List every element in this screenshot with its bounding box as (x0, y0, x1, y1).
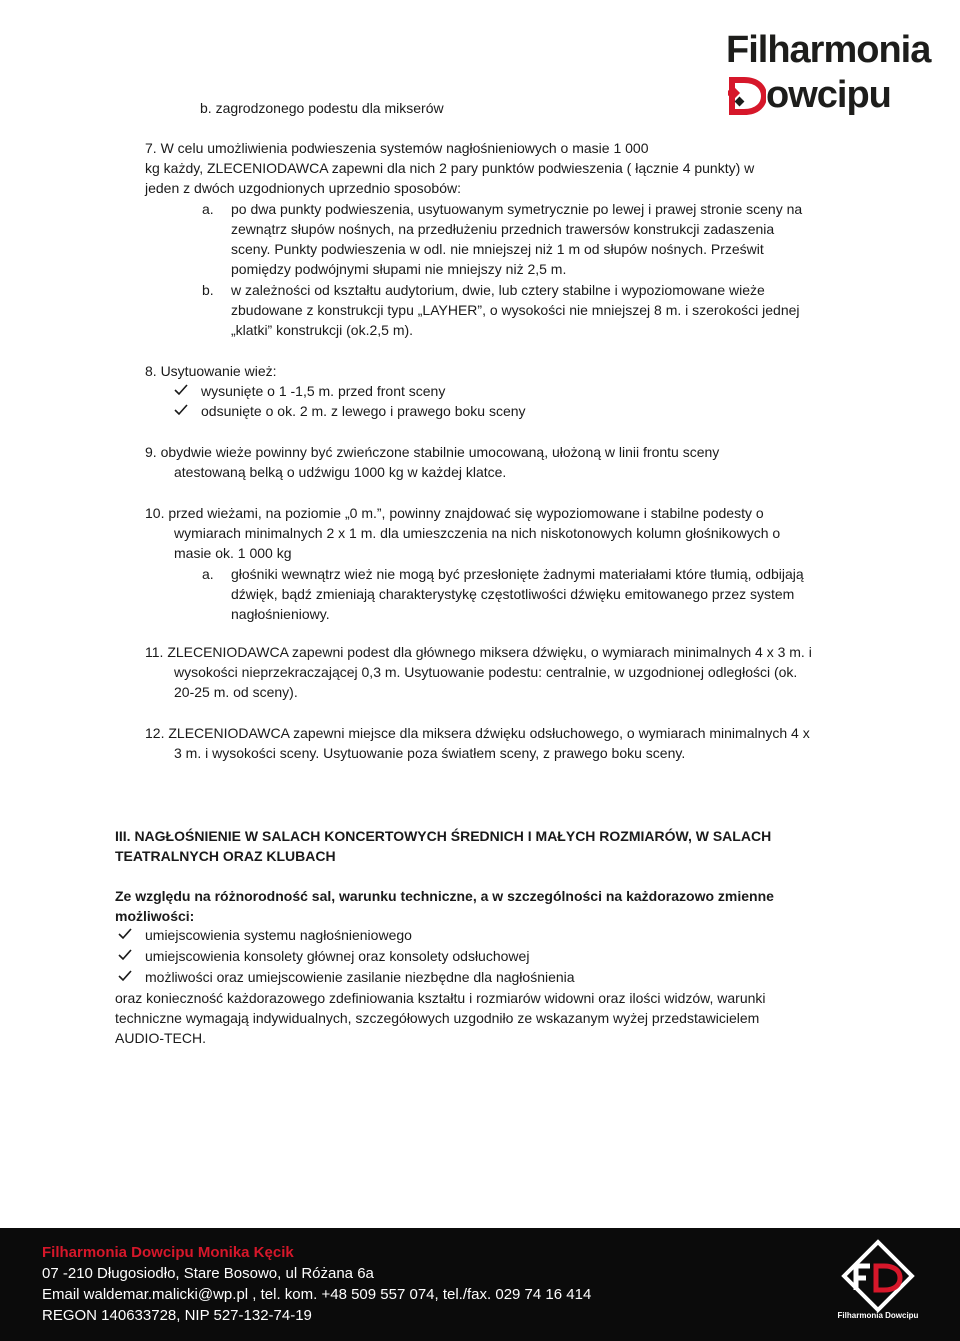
text-line: „klatki” konstrukcji (ok.2,5 m). (231, 322, 414, 338)
text-line: pomiędzy podwójnymi słupami nie mniejszy niż 2,5 m. (231, 261, 567, 277)
logo-line2-text: owcipu (766, 74, 891, 116)
text-line: 3 m. i wysokości sceny. Usytuowanie poza światłem sceny, z prawego boku sceny. (174, 745, 686, 761)
section-heading: III. NAGŁOŚNIENIE W SALACH KONCERTOWYCH ŚREDNICH I MAŁYCH ROZMIARÓW, W SALACH (115, 828, 772, 844)
text-line: umiejscowienia konsolety głównej oraz konsolety odsłuchowej (145, 948, 530, 964)
text-line: b. zagrodzonego podestu dla mikserów (200, 100, 444, 116)
section-heading: TEATRALNYCH ORAZ KLUBACH (115, 848, 336, 864)
text-line: zewnątrz słupów nośnych, na przedłużeniu przednich trawersów konstrukcji zadaszenia (231, 221, 775, 237)
footer-registration-ids: REGON 140633728, NIP 527-132-74-19 (42, 1307, 312, 1324)
text-line: atestowaną belką o udźwigu 1000 kg w każdej klatce. (174, 464, 507, 480)
text-line: dźwięk, bądź zmieniają charakterystykę częstotliwości dźwięku emitowanego przez system (231, 586, 795, 602)
text-line: umiejscowienia systemu nagłośnieniowego (145, 927, 412, 943)
text-line: wysunięte o 1 -1,5 m. przed front sceny (201, 383, 446, 399)
text-line: wymiarach minimalnych 2 x 1 m. dla umieszczenia na nich niskotonowych kolumn głośnikowych o (174, 525, 781, 541)
filharmonia-dowcipu-logo (726, 30, 936, 120)
logo-line1: Filharmonia (726, 29, 931, 71)
text-line: 20-25 m. od sceny). (174, 684, 298, 700)
text-line: odsunięte o ok. 2 m. z lewego i prawego boku sceny (201, 403, 526, 419)
text-line: głośniki wewnątrz wież nie mogą być przesłonięte żadnymi materiałami które tłumią, odbijają (231, 566, 804, 582)
footer-logo-caption: Filharmonia Dowcipu (837, 1311, 919, 1320)
text-line: 9. obydwie wieże powinny być zwieńczone stabilnie umocowaną, ułożoną w linii frontu sceny (145, 444, 720, 460)
checkmark-icon (118, 969, 132, 983)
checkmark-icon (118, 948, 132, 962)
checkmark-icon (118, 927, 132, 941)
text-line: możliwości oraz umiejscowienie zasilanie niezbędne dla nagłośnienia (145, 969, 575, 985)
text-line: wysokości nieprzekraczającej 0,3 m. Usytuowanie podestu: centralnie, w uzgodnionej odległości (ok. (174, 664, 798, 680)
text-line: zbudowane z konstrukcji typu „LAYHER”, o wysokości nie mniejszej 8 m. i szerokości jednej (231, 302, 800, 318)
text-line: jeden z dwóch uzgodnionych uprzednio sposobów: (145, 180, 461, 196)
footer-address: 07 -210 Długosiodło, Stare Bosowo, ul Różana 6a (42, 1265, 374, 1282)
text-line: techniczne wymagają indywidualnych, szczegółowych uzgodniło ze wskazanym wyżej przedstawicielem (115, 1010, 760, 1026)
text-line: 8. Usytuowanie wież: (145, 363, 277, 379)
text-line: 12. ZLECENIODAWCA zapewni miejsce dla miksera dźwięku odsłuchowego, o wymiarach minimalnych 4 x (145, 725, 810, 741)
logo-line2 (726, 74, 936, 120)
logo-d-mark-icon (728, 76, 766, 116)
checkmark-icon (174, 403, 188, 417)
text-line: masie ok. 1 000 kg (174, 545, 292, 561)
list-marker: b. (202, 282, 214, 298)
list-marker: a. (202, 201, 214, 217)
text-line: nagłośnieniowy. (231, 606, 330, 622)
text-line: 10. przed wieżami, na poziomie „0 m.”, powinny znajdować się wypoziomowane i stabilne podesty o (145, 505, 764, 521)
footer-contact: Email waldemar.malicki@wp.pl , tel. kom. +48 509 557 074, tel./fax. 029 74 16 414 (42, 1286, 592, 1303)
text-line: 7. W celu umożliwienia podwieszenia systemów nagłośnieniowych o masie 1 000 (145, 140, 649, 156)
footer-company-name: Filharmonia Dowcipu Monika Kęcik (42, 1244, 294, 1261)
text-line: kg każdy, ZLECENIODAWCA zapewni dla nich 2 pary punktów podwieszenia ( łącznie 4 punkty) w (145, 160, 755, 176)
text-line: sceny. Punkty podwieszenia w odl. nie mniejszej niż 1 m od słupów nośnych. Prześwit (231, 241, 764, 257)
text-line: możliwości: (115, 908, 195, 924)
text-line: AUDIO-TECH. (115, 1030, 206, 1046)
text-line: oraz konieczność każdorazowego zdefiniowania kształtu i rozmiarów widowni oraz ilości widzów, warunki (115, 990, 766, 1006)
checkmark-icon (174, 383, 188, 397)
list-marker: a. (202, 566, 214, 582)
page-footer (0, 1228, 960, 1341)
text-line: po dwa punkty podwieszenia, usytuowanym symetrycznie po lewej i prawej stronie sceny na (231, 201, 803, 217)
text-line: 11. ZLECENIODAWCA zapewni podest dla głównego miksera dźwięku, o wymiarach minimalnych 4 x 3 m. i (145, 644, 812, 660)
text-line: Ze względu na różnorodność sal, warunku techniczne, a w szczególności na każdorazowo zmienne (115, 888, 774, 904)
text-line: w zależności od kształtu audytorium, dwie, lub cztery stabilne i wypoziomowane wieże (231, 282, 765, 298)
